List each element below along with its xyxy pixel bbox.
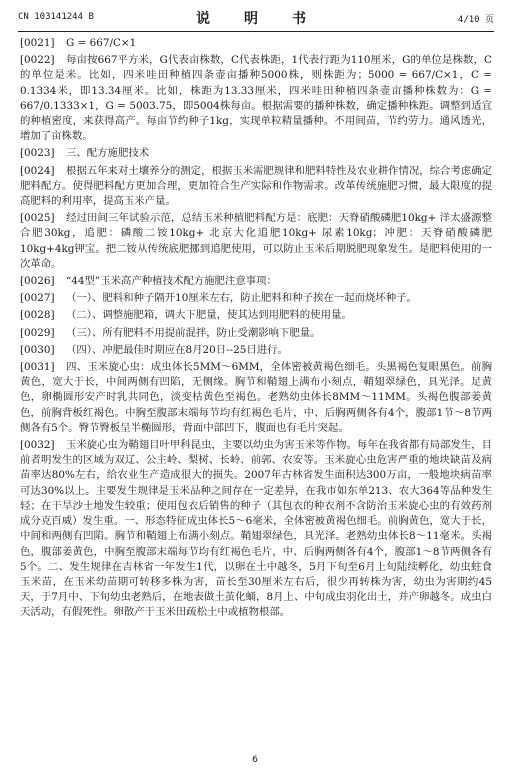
document-id: CN 103141244 B [18, 12, 94, 22]
paragraph [20, 326, 492, 341]
paragraph-number: [0022] [20, 54, 55, 67]
paragraph [20, 274, 492, 289]
paragraph-number: [0032] [20, 439, 55, 452]
page-number: 6 [252, 755, 258, 765]
paragraph-number: [0029] [20, 326, 55, 339]
paragraph-number: [0023] [20, 147, 55, 160]
paragraph [20, 291, 492, 306]
document-title: 说 明 书 [196, 11, 316, 27]
page-header [18, 8, 494, 28]
paragraph-text: 根据五年来对土壤养分的测定，根据玉米需肥规律和肥料特性及农业耕作情况，综合考虑确定肥料配方。使得肥料配方更加合理，更加符合生产实际和作物需求。改革传统施肥习惯，最大限度的提高肥料的利用率，提高玉米产量。 [20, 164, 493, 208]
paragraph-text: （三）、所有肥料不用提前混拌，防止受潮影响下肥量。 [66, 326, 321, 339]
header-divider [18, 31, 494, 32]
paragraph-text: 经过田间三年试验示范，总结玉米种植肥料配方是：底肥：天脊硝酸磷肥10kg+ 洋太盛源整合肥30kg，追肥：磷酸二铵10kg+ 北京大化追肥10kg+ 尿素10kg；冲肥：天脊硝酸磷肥10kg+4kg钾宝。把二铵从传统底肥挪到追肥使用，可以防止玉米后期脱肥现象发生。是肥料使用的一次革命。 [20, 212, 492, 270]
paragraph [20, 343, 492, 358]
paragraph-number: [0024] [20, 164, 55, 177]
paragraph-text: 玉米旋心虫为鞘翅目叶甲科昆虫，主要以幼虫为害玉米等作物。每年在我省都有局部发生，目前者明发生的区域为双辽、公主岭、梨树、长岭、前郭、农安等。玉米旋心虫危害严重的地块缺苗及病苗率达80%左右，给农业生产造成很大的损失。2007年古林省发生面积达300万亩，一般地块病苗率可达30%以上。主要发生规律是玉米品种之间存在一定差异，在我市如东单213、农大364等品种发生轻；在干旱沙土地发生较重；使用包衣后销售的种子（其包衣的种衣剂不含防治玉米旋心虫的有效药剂成分克百威）发生重。一、形态特征成虫体长5～6毫米，全体密被黄褐色细毛。前胸黄色，宽大于长，中间和两侧有凹陷。胸节和鞘翅上布满小刻点。鞘翅翠绿色，具光泽。老熟幼虫体长8～11毫米。头褐色，腹部姜黄色，中胸至腹部末端每节均有红褐色毛片，中、后胸两侧各有4个，腹部1～8节两侧各有5个。二、发生规律在吉林省一年发生1代，以卵在土中越冬，5月下旬至6月上旬陆续孵化，幼虫蛀食玉米苗，在玉米幼苗期可转移多株为害，苗长至30厘米左右后，很少再转株为害，幼虫为害期约45天，于7月中、下旬幼虫老熟后，在地表做土茧化蛹，8月上、中旬成虫羽化出土，并产卵越冬。成虫白天活动，有假死性。卵散产于玉米田疏松土中或植物根部。 [20, 439, 493, 619]
paragraph-text: 四、玉米旋心虫：成虫体长5MM～6MM，全体密被黄褐色细毛。头黑褐色复眼黑色。前胸黄色，宽大于长，中间两侧有凹陷，无侧缘。胸节和鞘翅上满布小刻点，鞘翅翠绿色，具光泽。足黄色，卵椭圆形安产时乳共同色，淡变枯黄色至褐色。老熟幼虫体长8MM～11MM。头褐色腹部姜黄色，前胸背板红褐色。中胸至腹部末端每节均有红褐色毛片，中、后胸两侧各有4个，腹部1节～8节两侧各有5个。臀节臀板呈半椭圆形，背面中部凹下，腹面也有毛片突起。 [20, 361, 492, 434]
paragraph [20, 164, 492, 210]
paragraph [20, 308, 492, 323]
paragraph-number: [0030] [20, 343, 55, 356]
paragraph [20, 53, 492, 144]
paragraph-text: （二）、调整施肥箱，调大下肥量，使其达到用肥料的使用量。 [66, 309, 352, 322]
paragraph-number: [0027] [20, 292, 55, 305]
paragraph-number: [0025] [20, 212, 55, 225]
paragraph [20, 146, 492, 161]
paragraph [20, 211, 492, 272]
paragraph-text: （四）、冲肥最佳时期应在8月20日--25日进行。 [66, 343, 288, 356]
paragraph-number: [0026] [20, 275, 55, 288]
paragraph-number: [0028] [20, 309, 55, 322]
paragraph-text: G = 667/C×1 [66, 37, 137, 49]
paragraph-text: “44型”玉米高产种植技术配方施肥注意事项： [66, 275, 277, 288]
document-body [20, 36, 492, 623]
paragraph [20, 438, 492, 620]
paragraph-text: （一）、肥料和种子隔开10厘米左右，防止肥料和种子挨在一起而烧坏种子。 [66, 292, 417, 305]
paragraph-text: 每亩按667平方米，G代表亩株数，C代表株距，1代表行距为110厘米，G的单位是株数，C的单位是米。比如，四米哇田种植四条壶亩播种5000株，则株距为；5000 = 667/C×1，C = 0.1334米，即13.34厘米。比如，株距为13.33厘米，四米哇田种植四条壶亩播种株数为：G = 667/0.1333×1，G = 5003.75，即5004株每亩。根据需要的播种株数，确定播种株距。调整到适宜的种植密度，来获得高产。每亩节约种子1kg，实现单粒精量播种。不用间苗，节约劳力。通风透光，增加了亩株数。 [20, 54, 492, 143]
paragraph-text: 三、配方施肥技术 [66, 147, 150, 160]
paragraph [20, 36, 492, 51]
page-counter: 4/10 页 [457, 15, 494, 25]
paragraph [20, 360, 492, 436]
paragraph-number: [0021] [20, 37, 55, 49]
paragraph-number: [0031] [20, 361, 55, 374]
